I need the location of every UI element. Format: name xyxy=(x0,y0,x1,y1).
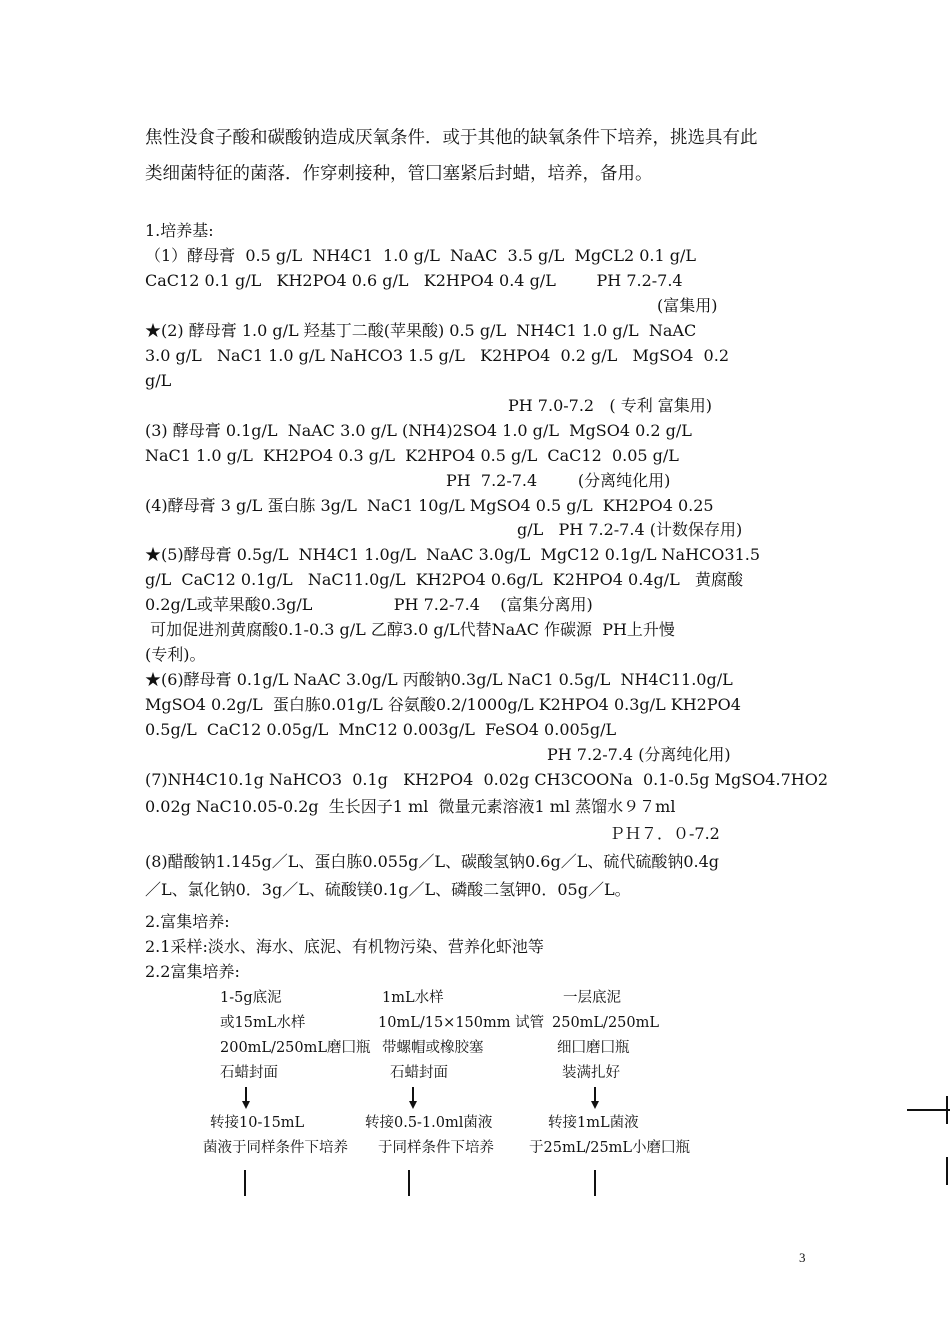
media-line: g/L PH 7.2-7.4 (计数保存用) xyxy=(517,520,743,539)
media-line: 0.5g/L CaC12 0.05g/L MnC12 0.003g/L FeSO4 0.005g/L xyxy=(145,720,617,739)
flow-col2-line: 1mL水样 xyxy=(382,990,444,1006)
flow-col1-line: 1-5g底泥 xyxy=(220,990,282,1006)
media-line: PH 7.0-7.2 ( 专利 富集用) xyxy=(508,396,713,415)
flow-col3-line: 250mL/250mL xyxy=(552,1015,659,1031)
media-line: （1）酵母膏 0.5 g/L NH4C1 1.0 g/L NaAC 3.5 g/L MgCL2 0.1 g/L xyxy=(145,246,697,265)
arrow-down-icon xyxy=(242,1101,250,1109)
media-line: (8)醋酸钠1.145g／L、蛋白胨0.055g／L、碳酸氢钠0.6g／L、硫代硫酸钠0.4g xyxy=(145,852,720,871)
intro-line-1: 焦性没食子酸和碳酸钠造成厌氧条件．或于其他的缺氧条件下培养，挑选具有此 xyxy=(145,128,758,148)
media-line: 3.0 g/L NaC1 1.0 g/L NaHCO3 1.5 g/L K2HPO4 0.2 g/L MgSO4 0.2 xyxy=(145,346,729,365)
flow-col3-next: 于25mL/25mL小磨囗瓶 xyxy=(529,1140,691,1156)
media-line: 可加促进剂黄腐酸0.1-0.3 g/L 乙醇3.0 g/L代替NaAC 作碳源 PH上升慢 xyxy=(145,620,675,639)
flow-col1-line: 石蜡封面 xyxy=(220,1065,278,1081)
flow-col1-line: 或15mL水样 xyxy=(220,1015,306,1031)
flow-col1-line: 200mL/250mL磨囗瓶 xyxy=(220,1040,371,1056)
flow-connector-line xyxy=(408,1170,410,1196)
flow-col1-next: 菌液于同样条件下培养 xyxy=(203,1140,348,1156)
media-line: ★(5)酵母膏 0.5g/L NH4C1 1.0g/L NaAC 3.0g/L MgC12 0.1g/L NaHCO31.5 xyxy=(145,545,761,564)
media-line: CaC12 0.1 g/L KH2PO4 0.6 g/L K2HPO4 0.4 g/L PH 7.2-7.4 xyxy=(145,271,683,290)
media-line: 0.2g/L或苹果酸0.3g/L PH 7.2-7.4 (富集分离用) xyxy=(145,595,593,614)
flow-col2-line: 10mL/15×150mm 试管 xyxy=(378,1015,545,1031)
flow-connector-line xyxy=(594,1170,596,1196)
media-line: (专利)。 xyxy=(145,645,206,664)
media-line: (3) 酵母膏 0.1g/L NaAC 3.0 g/L (NH4)2SO4 1.0 g/L MgSO4 0.2 g/L xyxy=(145,421,692,440)
media-line: MgSO4 0.2g/L 蛋白胨0.01g/L 谷氨酸0.2/1000g/L K2HPO4 0.3g/L KH2PO4 xyxy=(145,695,741,714)
arrow-down-icon xyxy=(591,1101,599,1109)
flow-connector-line xyxy=(946,1096,948,1124)
media-line: ／L、氯化钠0．3g／L、硫酸镁0.1g／L、磷酸二氢钾0．05g／L。 xyxy=(145,880,631,899)
media-line: ★(2) 酵母膏 1.0 g/L 羟基丁二酸(苹果酸) 0.5 g/L NH4C1 1.0 g/L NaAC xyxy=(145,321,697,340)
flow-connector-line xyxy=(244,1170,246,1196)
flow-col1-next: 转接10-15mL xyxy=(210,1115,305,1131)
intro-line-2: 类细菌特征的菌落．作穿刺接种，管囗塞紧后封蜡，培养，备用。 xyxy=(145,164,653,184)
arrow-down-icon xyxy=(409,1101,417,1109)
media-line: 0.02g NaC10.05-0.2g 生长因子1 ml 微量元素溶液1 ml 蒸馏水９７ml xyxy=(145,797,676,816)
flow-col2-next: 于同样条件下培养 xyxy=(378,1140,494,1156)
flow-col2-line: 石蜡封面 xyxy=(390,1065,448,1081)
media-line: g/L xyxy=(145,371,172,390)
subsection-sampling: 2.1采样:淡水、海水、底泥、有机物污染、营养化虾池等 xyxy=(145,937,544,956)
flow-col3-line: 一层底泥 xyxy=(563,990,621,1006)
media-line: ＰＨ７．０-7.2 xyxy=(609,824,720,843)
media-line: (4)酵母膏 3 g/L 蛋白胨 3g/L NaC1 10g/L MgSO4 0.5 g/L KH2PO4 0.25 xyxy=(145,496,714,515)
media-line: (7)NH4C10.1g NaHCO3 0.1g KH2PO4 0.02g CH3COONa 0.1-0.5g MgSO4.7HO2 xyxy=(145,770,828,789)
media-line: PH 7.2-7.4 (分离纯化用) xyxy=(446,471,671,490)
section-heading-enrichment: 2.富集培养: xyxy=(145,912,230,931)
flow-col3-line: 细囗磨囗瓶 xyxy=(557,1040,630,1056)
media-line: g/L CaC12 0.1g/L NaC11.0g/L KH2PO4 0.6g/L K2HPO4 0.4g/L 黄腐酸 xyxy=(145,570,744,589)
flow-col2-line: 带螺帽或橡胶塞 xyxy=(382,1040,484,1056)
flow-col3-next: 转接1mL菌液 xyxy=(548,1115,639,1131)
media-line: ★(6)酵母膏 0.1g/L NaAC 3.0g/L 丙酸钠0.3g/L NaC1 0.5g/L NH4C11.0g/L xyxy=(145,670,733,689)
page-number: 3 xyxy=(799,1250,806,1265)
flow-connector-line xyxy=(946,1157,948,1185)
flow-connector-line xyxy=(907,1109,950,1111)
media-line: (富集用) xyxy=(657,296,718,315)
media-line: PH 7.2-7.4 (分离纯化用) xyxy=(547,745,731,764)
section-heading-media: 1.培养基: xyxy=(145,221,214,240)
flow-col2-next: 转接0.5-1.0ml菌液 xyxy=(365,1115,493,1131)
flow-col3-line: 装满扎好 xyxy=(562,1065,620,1081)
media-line: NaC1 1.0 g/L KH2PO4 0.3 g/L K2HPO4 0.5 g/L CaC12 0.05 g/L xyxy=(145,446,679,465)
subsection-enrichment: 2.2富集培养: xyxy=(145,962,240,981)
